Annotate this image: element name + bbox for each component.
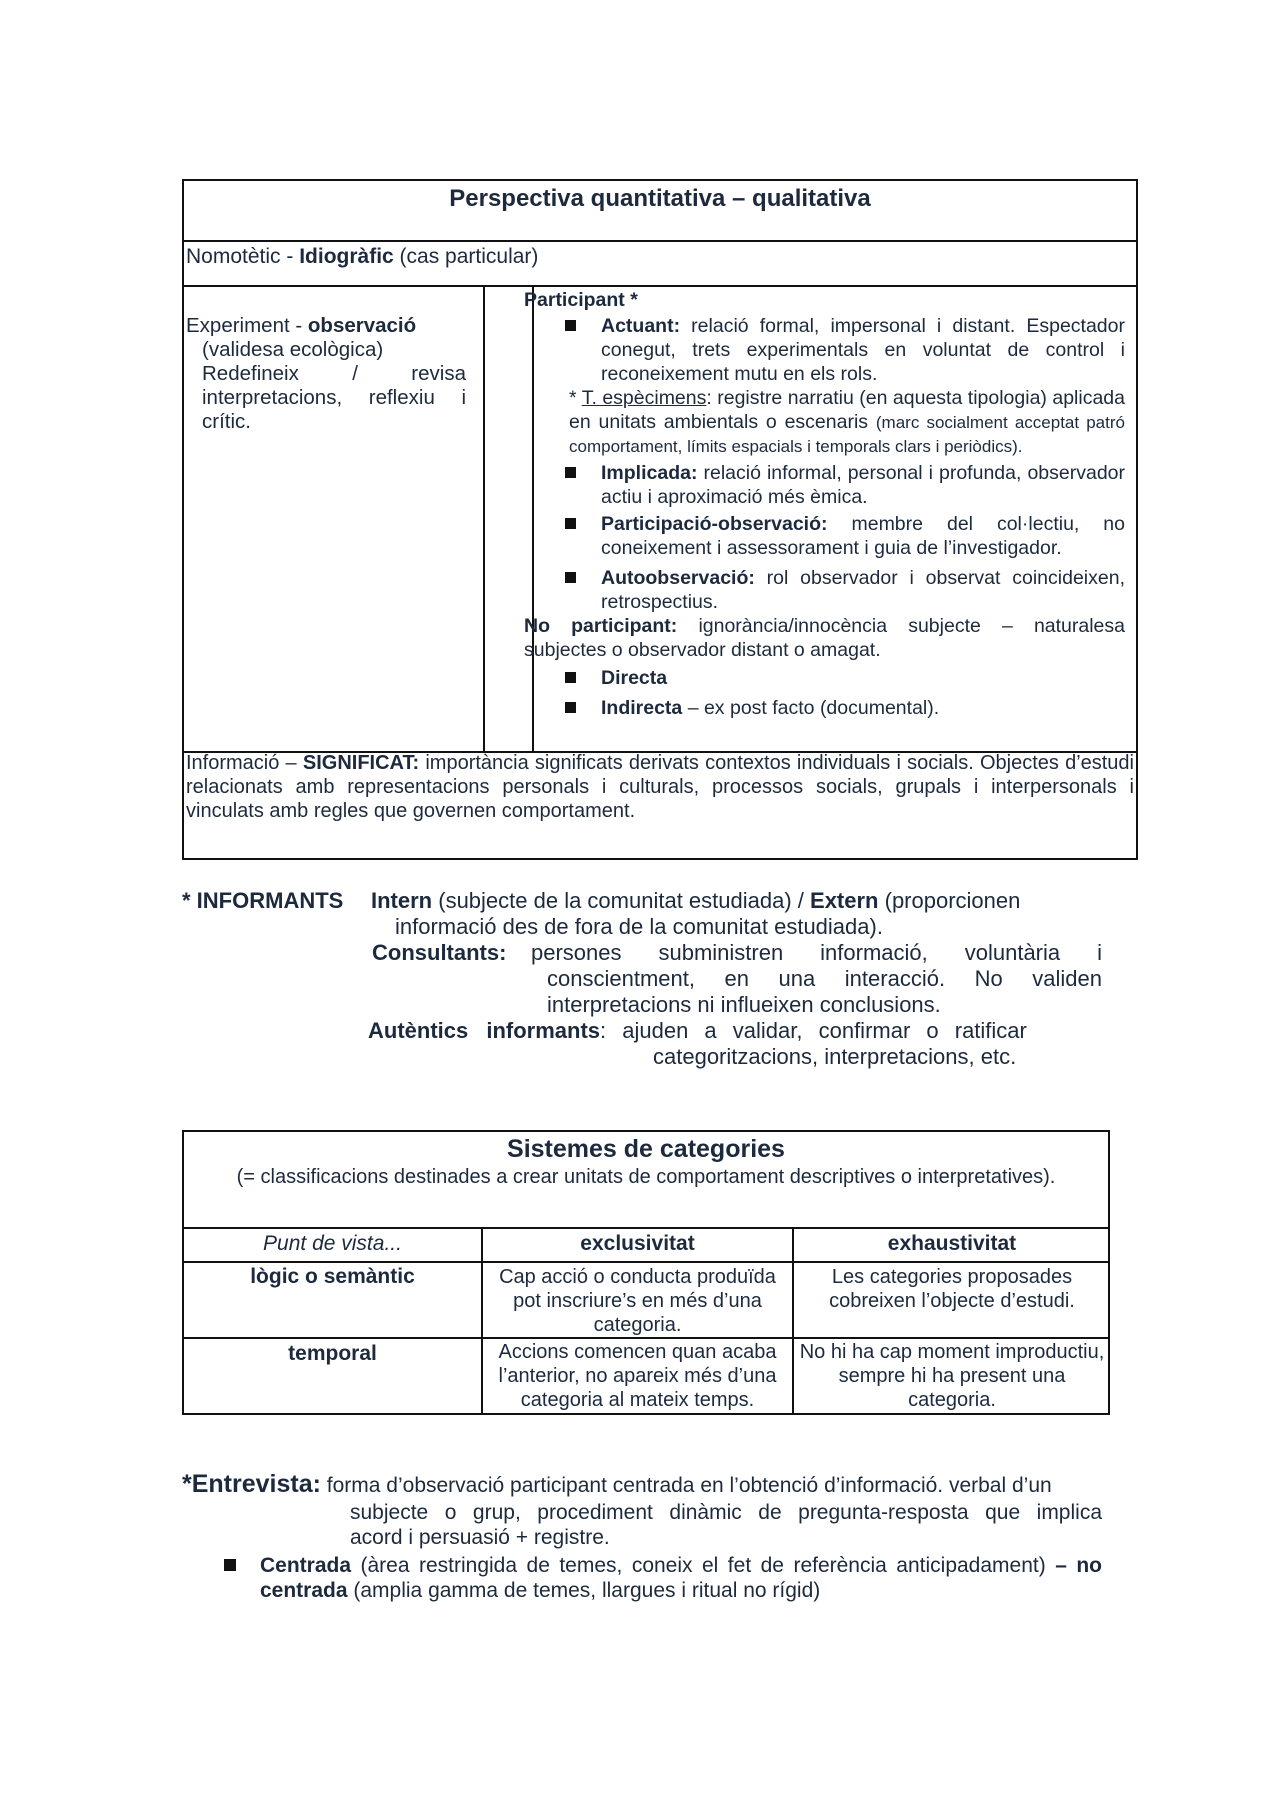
header-cell: Punt de vista... — [263, 1232, 402, 1255]
item-text: – ex post facto (documental). — [682, 697, 940, 719]
item-bold: Indirecta — [601, 697, 683, 719]
item-bold: Actuant: — [601, 315, 681, 337]
note-star: * — [569, 387, 582, 409]
text-bold: Intern — [371, 888, 433, 913]
item-text: membre del col·lectiu, no coneixement i assessorament i guia de l’investigador. — [601, 513, 1125, 559]
text-bold: centrada — [260, 1579, 348, 1602]
categories-table — [182, 1130, 1110, 1415]
no-participant — [524, 614, 1125, 662]
item-bold: Directa — [601, 667, 668, 689]
row-bold: Idiogràfic — [299, 245, 394, 268]
table-cell: Accions comencen quan acaba l’anterior, no apareix més d’una categoria al mateix temps. — [498, 1341, 777, 1411]
note-small: (marc socialment acceptat patró comportament, límits espacials i temporals clars i periòdics). — [569, 413, 1125, 456]
square-bullet-icon — [565, 672, 576, 683]
centrada-line — [260, 1553, 1102, 1578]
text-bold: – no — [1055, 1554, 1103, 1577]
entrevista-line: subjecte o grup, procediment dinàmic de pregunta-resposta que implica — [350, 1501, 1102, 1524]
item-bold: Implicada: — [601, 462, 698, 484]
informants-line: informació des de fora de la comunitat estudiada). — [395, 914, 883, 939]
table-title: Sistemes de categories — [507, 1135, 785, 1163]
item-bold: No participant: — [524, 615, 678, 637]
table-cell: Cap acció o conducta produïda pot inscriure’s en més d’una categoria. — [499, 1266, 776, 1336]
text-bold: Consultants: — [372, 940, 507, 965]
divider — [184, 1227, 1108, 1229]
experiment-cell — [186, 314, 466, 434]
text: (proporcionen — [878, 888, 1021, 913]
entrevista-line: acord i persuasió + registre. — [350, 1526, 610, 1549]
header-cell: exclusivitat — [580, 1232, 695, 1255]
cell-bold: SIGNIFICAT: — [302, 752, 420, 774]
list-item — [524, 512, 1125, 560]
square-bullet-icon — [224, 1559, 236, 1571]
list-item — [524, 566, 1125, 614]
informacio-cell — [186, 751, 1134, 823]
informants-intern — [371, 888, 1102, 914]
table-cell: No hi ha cap moment improductiu, sempre hi ha present una categoria. — [799, 1341, 1105, 1411]
participant-label: Participant * — [524, 289, 638, 311]
item-bold: Autoobservació: — [601, 567, 755, 589]
list-item — [524, 314, 1125, 386]
divider — [184, 1261, 1108, 1263]
item-text: rol observador i observat coincideixen, retrospectius. — [601, 567, 1125, 613]
consultants-label — [372, 940, 506, 966]
label-bold: * INFORMANTS — [182, 888, 344, 913]
text: : ajuden a validar, confirmar o ratificar — [600, 1018, 1027, 1043]
table-subtitle: (= classificacions destinades a crear unitats de comportament descriptives o interpretatives). — [236, 1166, 1056, 1188]
square-bullet-icon — [565, 572, 576, 583]
square-bullet-icon — [565, 702, 576, 713]
informants-label — [182, 888, 343, 914]
cell-text: importància significats derivats contextos individuals i socials. Objectes d’estudi relacionats amb representacions personals i culturals, processos socials, grupals i interpersonals i vinculats amb regles que governen comportament. — [186, 752, 1134, 822]
table-cell: Les categories proposades cobreixen l’objecte d’estudi. — [829, 1266, 1075, 1312]
centrada-line — [260, 1578, 820, 1603]
cell-line: Redefineix / revisa interpretacions, reflexiu i crític. — [202, 362, 466, 433]
row-label: temporal — [288, 1342, 377, 1365]
note-text: : registre narratiu (en aquesta tipologia) aplicada en unitats ambientals o escenaris — [569, 387, 1125, 433]
cell-text: Experiment - — [186, 314, 308, 337]
text-bold: Centrada — [260, 1554, 352, 1577]
informants-line: categoritzacions, interpretacions, etc. — [653, 1044, 1017, 1069]
autentics-line — [368, 1018, 1102, 1044]
list-item — [524, 461, 1125, 509]
text: (subjecte de la comunitat estudiada) / — [432, 888, 811, 913]
square-bullet-icon — [565, 320, 576, 331]
list-item — [524, 696, 1125, 720]
item-text: ignorància/innocència subjecte – naturalesa subjectes o observador distant o amagat. — [524, 615, 1126, 661]
text-bold: Autèntics informants — [368, 1018, 601, 1043]
item-bold: Participació-observació: — [601, 513, 828, 535]
entrevista-line — [182, 1472, 1102, 1498]
row-text-rest: (cas particular) — [393, 245, 539, 268]
row-text: Nomotètic - — [186, 245, 300, 268]
text: (àrea restringida de temes, coneix el fet de referència anticipadament) — [351, 1554, 1056, 1577]
informants-line: interpretacions ni influeixen conclusions. — [547, 992, 941, 1017]
text-bold: Extern — [810, 888, 879, 913]
divider — [184, 1337, 1108, 1339]
participant-cell — [524, 288, 1129, 720]
cell-bold: observació — [307, 314, 417, 337]
cell-text: Informació – — [186, 752, 303, 774]
table-title: Perspectiva quantitativa – qualitativa — [449, 185, 871, 212]
text: (amplia gamma de temes, llargues i ritual no rígid) — [347, 1579, 821, 1602]
informants-line: persones subministren informació, voluntària i — [531, 940, 1102, 965]
informants-line: conscientment, en una interacció. No validen — [547, 966, 1102, 991]
nomotetic-row — [186, 239, 538, 275]
header-cell: exhaustivitat — [887, 1232, 1017, 1255]
note-underline: T. espècimens — [581, 387, 707, 409]
square-bullet-icon — [565, 518, 576, 529]
row-label: lògic o semàntic — [250, 1265, 415, 1288]
divider — [483, 285, 485, 751]
square-bullet-icon — [565, 467, 576, 478]
list-item — [524, 666, 1125, 690]
perspective-table — [182, 179, 1138, 860]
entrevista-label: *Entrevista: — [182, 1470, 321, 1498]
especimens-note — [524, 386, 1125, 458]
cell-line: (validesa ecològica) — [202, 338, 384, 361]
item-text: relació formal, impersonal i distant. Espectador conegut, trets experimentals en voluntat de control i reconeixement mutu en els rols. — [601, 315, 1125, 385]
divider — [184, 285, 1136, 287]
text: forma d’observació participant centrada en l’obtenció d’informació. verbal d’un — [320, 1474, 1052, 1497]
item-text: relació informal, personal i profunda, observador actiu i aproximació més èmica. — [601, 462, 1125, 508]
